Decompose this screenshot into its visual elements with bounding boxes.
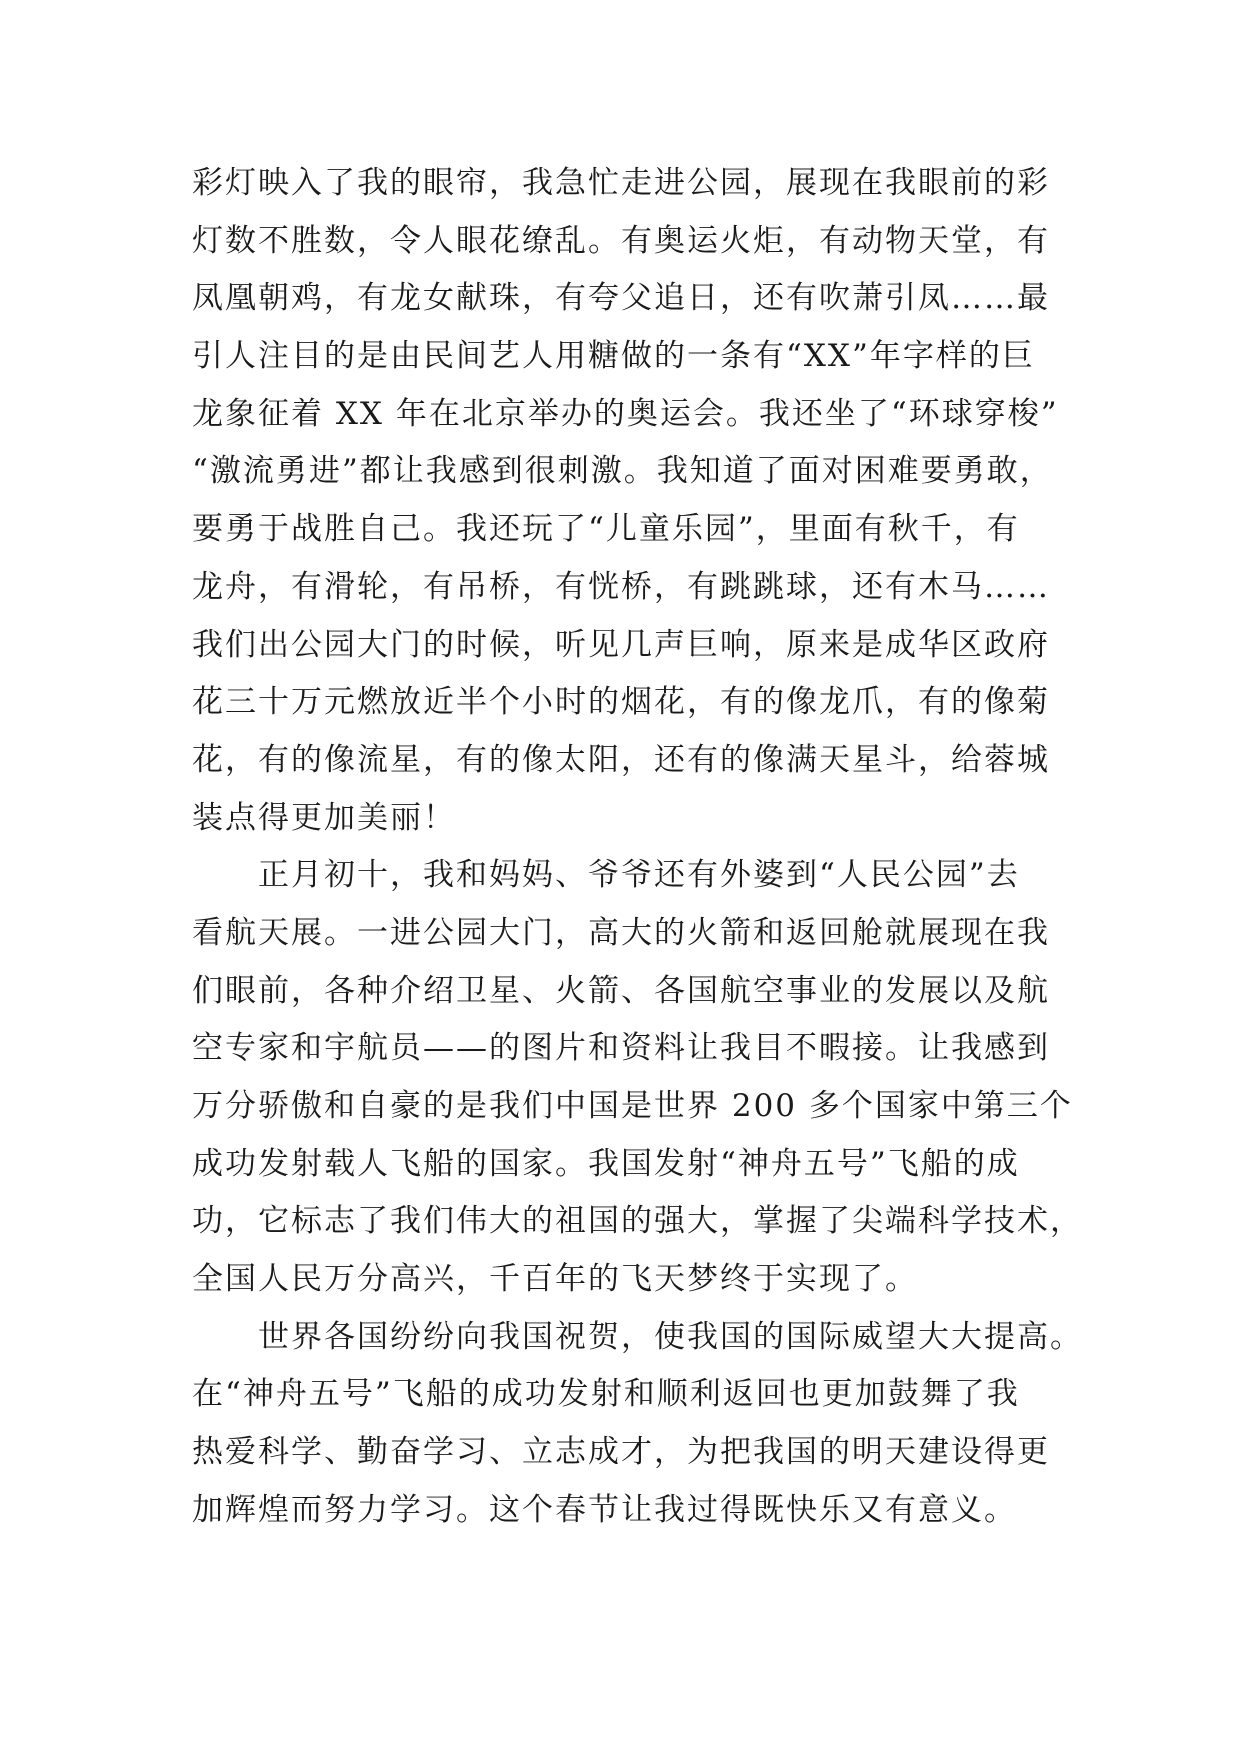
text-line: 世界各国纷纷向我国祝贺，使我国的国际威望大大提高。 [192,1318,1083,1355]
text-line: 花三十万元燃放近半个小时的烟花，有的像龙爪，有的像菊 [192,684,1050,721]
text-line: “激流勇进”都让我感到很刺激。我知道了面对困难要勇敢， [192,453,1053,490]
text-line: 成功发射载人飞船的国家。我国发射“神舟五号”飞船的成 [192,1145,1020,1182]
text-line: 彩灯映入了我的眼帘，我急忙走进公园，展现在我眼前的彩 [192,165,1050,201]
text-line: 功，它标志了我们伟大的祖国的强大，掌握了尖端科学技术， [192,1203,1083,1240]
text-line: 万分骄傲和自豪的是我们中国是世界 200 多个国家中第三个 [192,1088,1073,1124]
text-line: 在“神舟五号”飞船的成功发射和顺利返回也更加鼓舞了我 [192,1376,1020,1413]
text-line: 龙象征着 XX 年在北京举办的奥运会。我还坐了“环球穿梭” [192,395,1059,432]
text-line: 我们出公园大门的时候，听见几声巨响，原来是成华区政府 [192,626,1050,663]
text-line: 热爱科学、勤奋学习、立志成才，为把我国的明天建设得更 [192,1434,1050,1471]
text-line: 加辉煌而努力学习。这个春节让我过得既快乐又有意义。 [192,1491,1017,1528]
text-line: 空专家和宇航员——的图片和资料让我目不暇接。让我感到 [192,1030,1050,1067]
text-line: 要勇于战胜自己。我还玩了“儿童乐园”，里面有秋千，有 [192,511,1020,548]
text-line: 花，有的像流星，有的像太阳，还有的像满天星斗，给蓉城 [192,741,1050,778]
text-line: 引人注目的是由民间艺人用糖做的一条有“XX”年字样的巨 [192,338,1035,375]
text-line: 灯数不胜数，令人眼花缭乱。有奥运火炬，有动物天堂，有 [192,222,1050,259]
text-line: 全国人民万分高兴，千百年的飞天梦终于实现了。 [192,1261,918,1298]
text-line: 装点得更加美丽！ [192,799,456,836]
text-line: 龙舟，有滑轮，有吊桥，有恍桥，有跳跳球，还有木马…… [192,568,1050,605]
text-line: 正月初十，我和妈妈、爷爷还有外婆到“人民公园”去 [192,857,1020,894]
text-line: 看航天展。一进公园大门，高大的火箭和返回舱就展现在我 [192,914,1050,951]
text-line: 们眼前，各种介绍卫星、火箭、各国航空事业的发展以及航 [192,972,1050,1009]
text-line: 凤凰朝鸡，有龙女献珠，有夸父追日，还有吹萧引凤……最 [192,280,1050,317]
body-text [192,155,1092,1540]
